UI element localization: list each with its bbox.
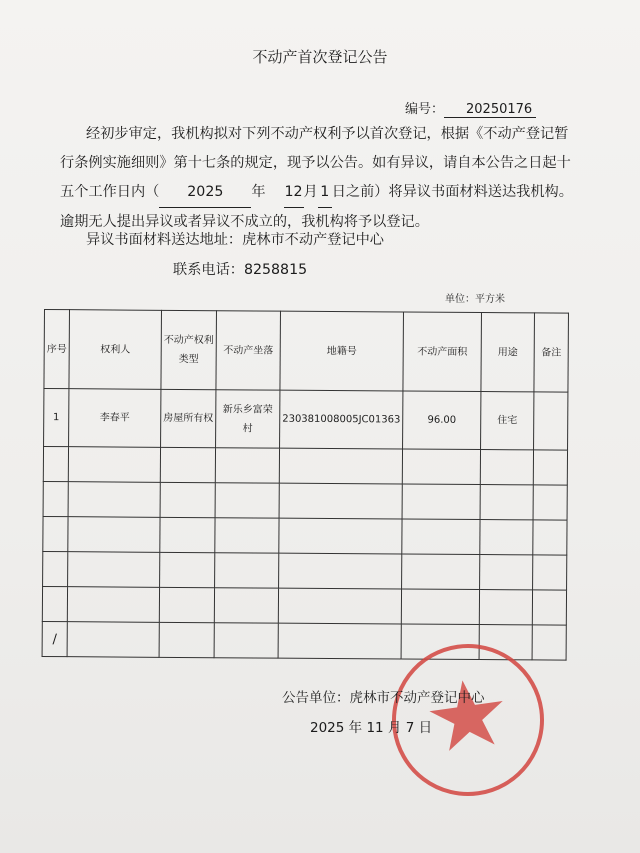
cell-owner bbox=[68, 482, 160, 518]
cell-usage bbox=[480, 485, 533, 520]
contact-phone-label: 联系电话： bbox=[173, 262, 244, 278]
cell-owner bbox=[68, 447, 160, 483]
cell-cadastral-no bbox=[279, 553, 402, 589]
cell-remarks bbox=[533, 555, 567, 590]
cell-cadastral-no: 230381008005JC01363 bbox=[280, 390, 403, 449]
cell-location bbox=[215, 518, 279, 553]
table-header-row bbox=[44, 310, 569, 393]
header-usage: 用途 bbox=[481, 313, 535, 392]
issuer-name: 虎林市不动产登记中心 bbox=[349, 690, 485, 706]
cell-right-type: 房屋所有权 bbox=[161, 389, 216, 447]
cell-area bbox=[402, 449, 480, 485]
header-owner: 权利人 bbox=[69, 310, 162, 390]
cell-right-type bbox=[159, 587, 214, 622]
deadline-year: 2025 bbox=[159, 178, 251, 208]
notice-text-part2: 日之前）将异议书面材料送达我机构。逾期无人提出异议或者异议不成立的，我机构将予以登记。 bbox=[60, 184, 573, 230]
cell-cadastral-no bbox=[279, 483, 402, 519]
cell-usage bbox=[480, 520, 533, 555]
cell-cadastral-no bbox=[279, 518, 402, 554]
cell-owner bbox=[68, 517, 160, 553]
cell-location bbox=[214, 623, 278, 658]
cell-right-type bbox=[159, 622, 214, 657]
table-row bbox=[42, 586, 566, 625]
contact-phone bbox=[173, 259, 307, 279]
cell-owner: 李春平 bbox=[69, 389, 161, 448]
cell-remarks bbox=[533, 520, 567, 555]
cell-location bbox=[215, 553, 279, 588]
table-row bbox=[43, 481, 567, 520]
document-number bbox=[405, 98, 536, 118]
table-row bbox=[43, 516, 567, 555]
property-table bbox=[42, 309, 570, 661]
cell-cadastral-no bbox=[279, 448, 402, 484]
cell-area bbox=[402, 519, 480, 555]
header-location: 不动产坐落 bbox=[216, 311, 281, 390]
header-remarks: 备注 bbox=[534, 313, 569, 392]
header-serial-no: 序号 bbox=[44, 310, 70, 389]
cell-area bbox=[402, 484, 480, 520]
cell-remarks bbox=[534, 392, 568, 450]
table-row bbox=[44, 389, 568, 451]
cell-remarks bbox=[533, 450, 567, 485]
cell-area bbox=[402, 554, 480, 590]
cell-usage bbox=[480, 450, 533, 485]
document-number-value: 20250176 bbox=[444, 102, 536, 118]
table-row bbox=[43, 551, 567, 590]
cell-owner bbox=[67, 587, 159, 623]
cell-usage: 住宅 bbox=[481, 392, 534, 450]
deadline-day: 1 bbox=[318, 178, 332, 208]
deadline-month-suffix: 月 bbox=[303, 184, 318, 200]
cell-remarks bbox=[532, 590, 566, 625]
cell-right-type bbox=[160, 517, 215, 552]
issuer bbox=[282, 686, 485, 706]
document-number-label: 编号： bbox=[405, 102, 445, 117]
cell-location bbox=[215, 483, 279, 518]
cell-area: 96.00 bbox=[403, 391, 481, 450]
issue-date: 2025 年 11 月 7 日 bbox=[310, 720, 433, 736]
deadline-year-suffix: 年 bbox=[251, 184, 266, 200]
objection-address-label: 异议书面材料送达地址： bbox=[86, 232, 243, 248]
cell-usage bbox=[480, 555, 533, 590]
deadline-month: 12 bbox=[284, 178, 304, 208]
cell-serial-no: / bbox=[42, 621, 67, 656]
cell-location bbox=[215, 448, 279, 483]
cell-location: 新乐乡富荣村 bbox=[216, 390, 280, 448]
cell-serial-no bbox=[43, 481, 68, 516]
cell-right-type bbox=[160, 482, 215, 517]
header-cadastral-no: 地籍号 bbox=[280, 311, 404, 391]
cell-area bbox=[401, 589, 479, 625]
cell-serial-no bbox=[43, 551, 68, 586]
cell-owner bbox=[68, 552, 160, 588]
cell-serial-no bbox=[43, 516, 68, 551]
cell-remarks bbox=[533, 485, 567, 520]
cell-location bbox=[214, 588, 278, 623]
objection-address-value: 虎林市不动产登记中心 bbox=[242, 232, 384, 248]
notice-body bbox=[60, 120, 580, 237]
issuer-label: 公告单位： bbox=[282, 690, 350, 706]
header-right-type: 不动产权利类型 bbox=[161, 310, 217, 389]
cell-usage bbox=[479, 590, 532, 625]
contact-phone-value: 8258815 bbox=[243, 262, 308, 278]
cell-serial-no bbox=[43, 447, 68, 482]
cell-serial-no bbox=[42, 586, 67, 621]
cell-right-type bbox=[160, 552, 215, 587]
page-title: 不动产首次登记公告 bbox=[252, 48, 388, 66]
cell-owner bbox=[67, 622, 159, 658]
notice-text-part1: 经初步审定，我机构拟对下列不动产权利予以首次登记，根据《不动产登记暂行条例实施细则》第十七条的规定，现予以公告。如有异议，请自本公告之日起十五个工作日内（ bbox=[60, 126, 571, 200]
objection-address bbox=[86, 229, 384, 249]
cell-right-type bbox=[160, 447, 215, 482]
cell-serial-no: 1 bbox=[44, 389, 69, 447]
unit-label: 单位：平方米 bbox=[445, 294, 505, 305]
cell-cadastral-no bbox=[278, 588, 401, 624]
table-row bbox=[43, 447, 567, 486]
header-area: 不动产面积 bbox=[403, 312, 482, 392]
